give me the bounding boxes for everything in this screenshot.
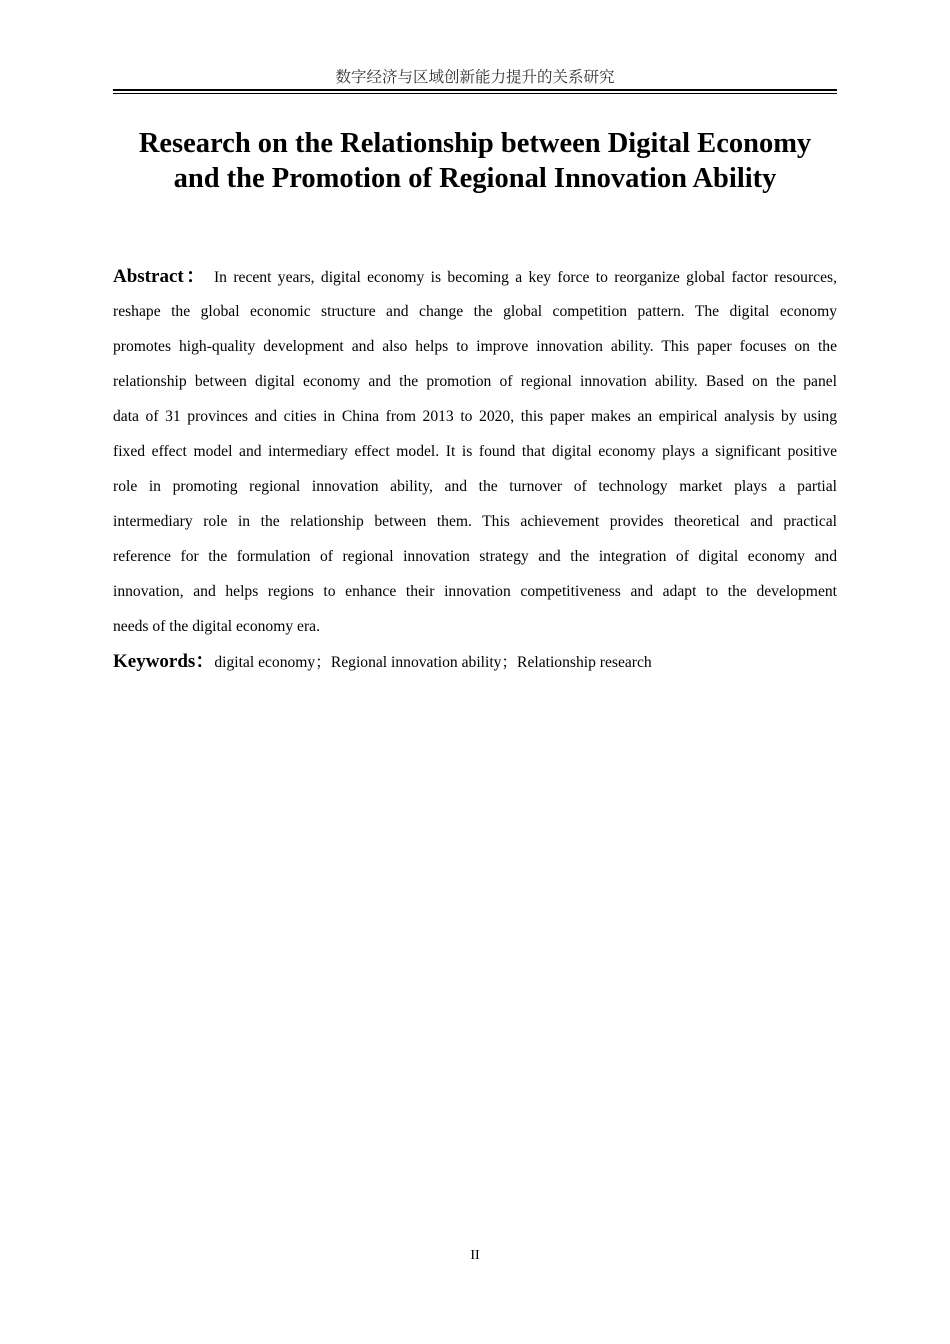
abstract-line <box>113 259 837 294</box>
running-header: 数字经济与区域创新能力提升的关系研究 <box>335 68 615 86</box>
abstract-line: fixed effect model and intermediary effect model. It is found that digital economy plays a significant positive <box>113 443 837 460</box>
abstract-line: data of 31 provinces and cities in China from 2013 to 2020, this paper makes an empirical analysis by using <box>113 408 837 425</box>
abstract-line: reference for the formulation of regional innovation strategy and the integration of digital economy and <box>113 548 837 565</box>
title-line-2: and the Promotion of Regional Innovation Ability <box>173 163 777 194</box>
abstract-line: relationship between digital economy and the promotion of regional innovation ability. Based on the panel <box>113 373 837 390</box>
abstract-line: reshape the global economic structure and change the global competition pattern. The digital economy <box>113 303 837 320</box>
header-rule-thin <box>113 93 837 94</box>
abstract-line: intermediary role in the relationship between them. This achievement provides theoretical and practical <box>113 513 837 530</box>
abstract-line: promotes high-quality development and also helps to improve innovation ability. This paper focuses on the <box>113 338 837 355</box>
title-line-1: Research on the Relationship between Digital Economy <box>138 128 812 159</box>
abstract-line: innovation, and helps regions to enhance their innovation competitiveness and adapt to the development <box>113 583 837 600</box>
page-number: II <box>470 1248 480 1263</box>
abstract-line: role in promoting regional innovation ability, and the turnover of technology market plays a partial <box>113 478 837 495</box>
abstract-section <box>113 259 837 644</box>
keywords-label: Keywords： <box>113 651 215 672</box>
paper-title <box>100 126 850 196</box>
abstract-line: needs of the digital economy era. <box>113 618 320 635</box>
abstract-label: Abstract： <box>113 266 208 287</box>
keywords-list: digital economy；Regional innovation ability；Relationship research <box>214 654 652 671</box>
abstract-text: In recent years, digital economy is becoming a key force to reorganize global factor resources, <box>213 269 837 286</box>
keywords-section <box>113 646 837 679</box>
header-rule-thick <box>113 89 837 91</box>
